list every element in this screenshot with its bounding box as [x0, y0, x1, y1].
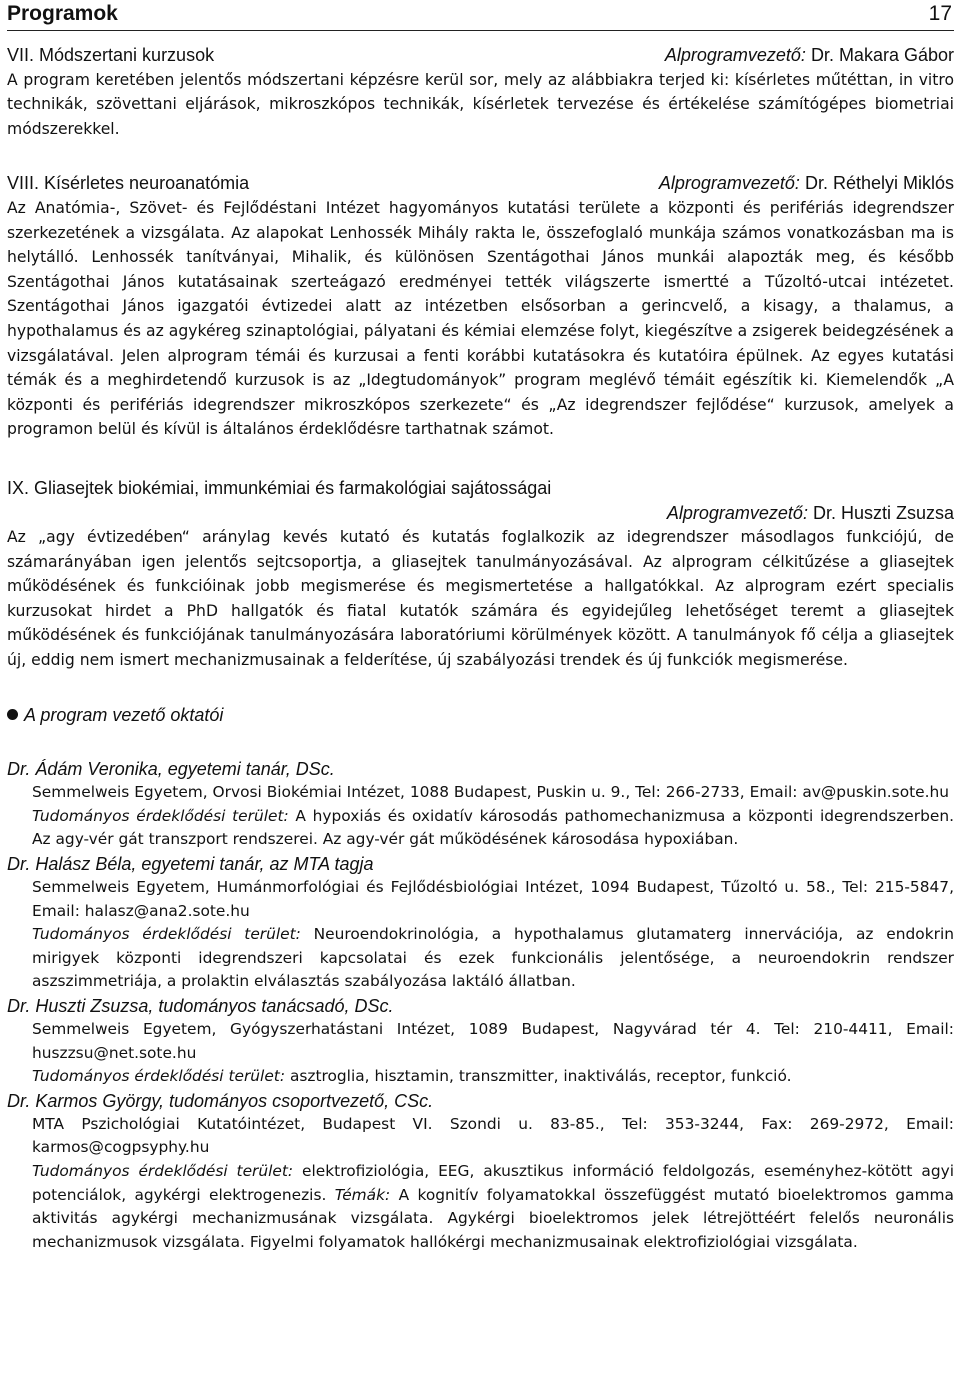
- section-title: VIII. Kísérletes neuroanatómia: [7, 173, 250, 194]
- interest-label: Tudományos érdeklődési terület:: [32, 1067, 286, 1086]
- teacher-entry: [7, 994, 954, 1089]
- teacher-name: Dr. Karmos György, tudományos csoportvezető, CSc.: [7, 1090, 434, 1111]
- topics-text: A kognitív folyamatokkal összefüggést mutató bioelektromos gamma aktivitás agykérgi mechanizmusának vizsgálata. Agykérgi bioelektromos jelek létrejöttéért felelős neuronális mechanizmusok vizsgálata. Figyelmi folyamatok hallókérgi mechanizmusainak elektrofiziológiai vizsgálata.: [32, 1185, 954, 1251]
- teachers-heading-text: A program vezető oktatói: [24, 704, 224, 725]
- teachers-heading: [7, 703, 954, 728]
- topics-label: Témák:: [334, 1185, 391, 1204]
- section-header: [7, 43, 954, 68]
- teacher-address: MTA Pszichológiai Kutatóintézet, Budapest VI. Szondi u. 83-85., Tel: 353-3244, Fax: 269-2972, Email: karmos@cogpsyphy.hu: [32, 1114, 954, 1157]
- subprogram-leader: [7, 501, 954, 526]
- bullet-icon: [7, 709, 18, 720]
- teacher-address: Semmelweis Egyetem, Humánmorfológiai és Fejlődésbiológiai Intézet, 1094 Budapest, Tűzoltó u. 58., Tel: 215-5847, Email: halasz@ana2.sote.hu: [32, 878, 954, 920]
- section-header: [7, 476, 954, 501]
- header-title: Programok: [7, 2, 118, 25]
- leader-label: Alprogramvezető:: [666, 502, 808, 523]
- teacher-address: Semmelweis Egyetem, Gyógyszerhatástani Intézet, 1089 Budapest, Nagyvárad tér 4. Tel: 210-4411, Email: huszzsu@net.sote.hu: [32, 1020, 954, 1062]
- document-body: [7, 43, 954, 1254]
- section-ix: [7, 476, 954, 673]
- leader-name: Dr. Réthelyi Miklós: [804, 173, 954, 194]
- leader-name: Dr. Huszti Zsuzsa: [812, 502, 954, 523]
- teacher-interest: [7, 1065, 954, 1089]
- interest-text: Neuroendokrinológia, a hypothalamus glutamaterg innervációja, az endokrin mirigyek központi idegrendszeri kapcsolatai és ezek funkcionális jelentősége, a neuroendokrin rendszer aszszimmetriája, a prolaktin elválasztás szabályozása laktáló állatban.: [32, 925, 954, 991]
- section-text: A program keretében jelentős módszertani képzésre kerül sor, mely az alábbiakra terjed ki: kísérletes műtéttan, in vitro technikák, szövettani eljárások, mikroszkópos technikák, kísérletek tervezése és értékelése számítógépes biometriai módszerekkel.: [7, 70, 954, 138]
- interest-text: elektrofiziológia, EEG, akusztikus információ feldolgozás, eseményhez-kötött agyi potenciálok, agykérgi elektrogenezis.: [32, 1161, 954, 1204]
- leader-label: Alprogramvezető:: [658, 173, 800, 194]
- teacher-entry: [7, 757, 954, 852]
- teacher-entry: [7, 852, 954, 994]
- teacher-name: Dr. Huszti Zsuzsa, tudományos tanácsadó, DSc.: [7, 996, 394, 1016]
- teachers-list: [7, 757, 954, 1254]
- teacher-interest: [7, 1160, 954, 1254]
- teacher-interest: [7, 805, 954, 852]
- section-vii: [7, 43, 954, 141]
- interest-label: Tudományos érdeklődési terület:: [32, 806, 289, 825]
- section-title: VII. Módszertani kurzusok: [7, 45, 215, 65]
- section-viii: [7, 171, 954, 442]
- interest-label: Tudományos érdeklődési terület:: [32, 1161, 294, 1180]
- page-header: [7, 0, 954, 31]
- subprogram-leader: [659, 171, 954, 196]
- teacher-interest: [7, 923, 954, 994]
- leader-label: Alprogramvezető:: [664, 45, 806, 65]
- interest-label: Tudományos érdeklődési terület:: [32, 925, 301, 944]
- section-header: [7, 171, 954, 196]
- section-text: Az „agy évtizedében“ aránylag kevés kutató és kutatás foglalkozik az idegrendszer másodlagos funkciójú, de számarányában igen jelentős sejtcsoportja, a gliasejtek tanulmányozásával. Az alprogram célkitűzése a gliasejtek működésének és funkcióinak jobb megismerése és megismertetése a hallgatókkal. Az alprogram ezért specialis kurzusokat hirdet a PhD hallgatók és fiatal kutatók számára és egyidejűleg lehetőséget teremt a gliasejtek működésének és funkciójának tanulmányozására laboratóriumi körülmények között. A tanulmányok fő célja a gliasejtek új, eddig nem ismert mechanizmusainak a felderítése, új szabályozási trendek és új funkciók megismerése.: [7, 528, 954, 670]
- teacher-name: Dr. Ádám Veronika, egyetemi tanár, DSc.: [7, 759, 335, 780]
- section-text: Az Anatómia-, Szövet- és Fejlődéstani Intézet hagyományos kutatási területe a központi és perifériás idegrendszer szerkezetének a vizsgálata. Az alapokat Lenhossék Mihály rakta le, összefoglaló munkája számos vonatkozásban ma is helytálló. Lenhossék tanítványai, Mihalik, és különösen Szentágothai János munkái alapozták meg, és később Szentágothai János kutatásainak szerteágazó eredményei tették világszerte ismertté a Tűzoltó-utcai intézetet. Szentágothai János igazgatói évtizedei alatt az intézetben elsősorban a gerincvelő, a kisagy, a thalamus, a hypothalamus és az agykéreg szinaptológiai, pályatani és kémiai elemzése folyt, kiegészítve a zsigerek beidegzésének a vizsgálatával. Jelen alprogram témái és kurzusai a fenti korábbi kutatásokra és kutatóira épülnek. Az egyes kutatási témák és a meghirdetendő kurzusok is az „Idegtudományok” program meglévő témáit egészítik ki. Kiemelendők „A központi és perifériás idegrendszer mikroszkópos szerkezete“ és „Az idegrendszer fejlődése“ kurzusok, amelyek a programon belül és kívül is általános érdeklődésre tarthatnak számot.: [7, 198, 954, 439]
- interest-text: asztroglia, hisztamin, transzmitter, inaktiválás, receptor, funkció.: [289, 1067, 792, 1086]
- teacher-name: Dr. Halász Béla, egyetemi tanár, az MTA tagja: [7, 854, 374, 875]
- section-title: IX. Gliasejtek biokémiai, immunkémiai és farmakológiai sajátosságai: [7, 477, 552, 498]
- teacher-address: Semmelweis Egyetem, Orvosi Biokémiai Intézet, 1088 Budapest, Puskin u. 9., Tel: 266-2733, Email: av@puskin.sote.hu: [32, 783, 950, 802]
- teacher-entry: [7, 1089, 954, 1255]
- subprogram-leader: [665, 43, 954, 68]
- page-number: 17: [928, 2, 952, 25]
- interest-text: A hypoxiás és oxidatív károsodás pathomechanizmusa a központi idegrendszerben. Az agy-vér gát transzport rendszerei. Az agy-vér gát működésének károsodása hypoxiában.: [32, 806, 954, 849]
- leader-name: Dr. Makara Gábor: [810, 45, 954, 65]
